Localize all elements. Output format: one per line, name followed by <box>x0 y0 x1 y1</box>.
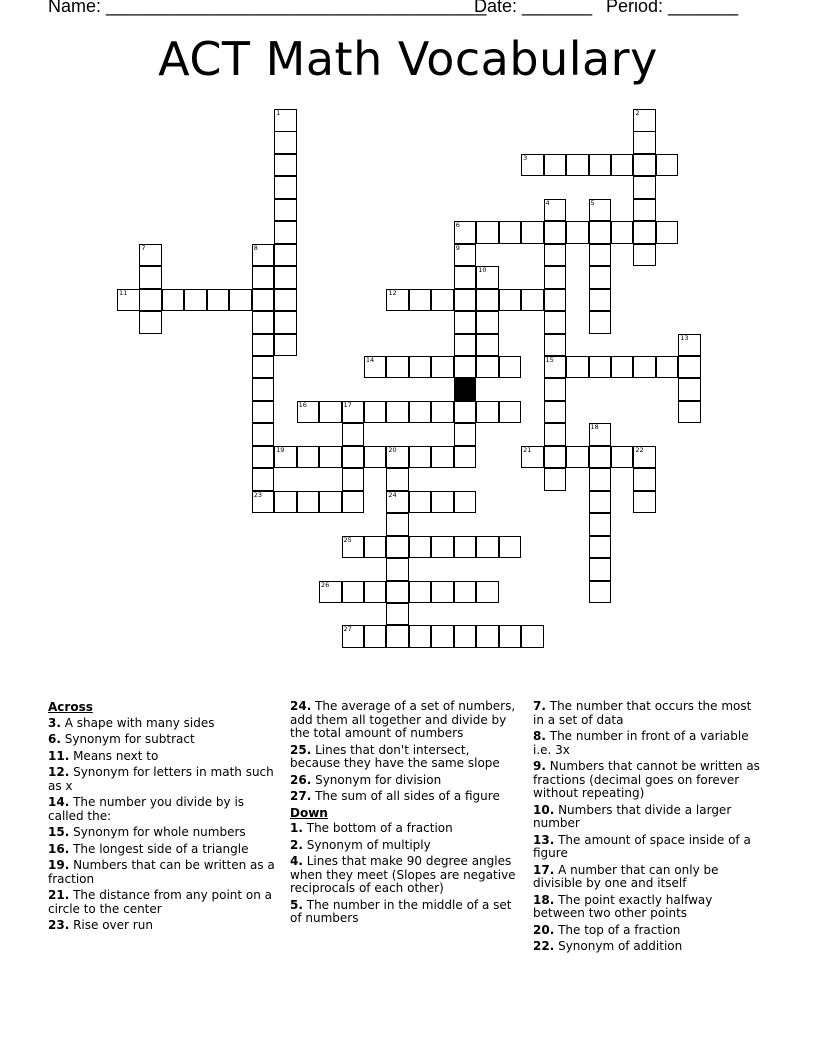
grid-cell[interactable] <box>454 446 477 469</box>
grid-cell[interactable] <box>274 199 297 222</box>
grid-cell[interactable] <box>139 244 162 267</box>
grid-cell[interactable] <box>342 491 365 514</box>
clue-number-label: 8 <box>253 243 258 252</box>
grid-cell[interactable] <box>589 513 612 536</box>
clue-text: The top of a fraction <box>554 922 681 937</box>
grid-cell[interactable] <box>139 289 162 312</box>
clue-number: 10. <box>533 802 555 817</box>
clue-number: 9. <box>533 759 546 773</box>
grid-cell[interactable] <box>566 221 589 244</box>
down-clue <box>290 822 522 836</box>
clue-number-label: 21 <box>523 445 532 454</box>
grid-cell[interactable] <box>274 334 297 357</box>
grid-cell[interactable] <box>274 154 297 177</box>
grid-cell[interactable] <box>633 109 656 132</box>
grid-cell[interactable] <box>589 536 612 559</box>
grid-cell[interactable] <box>431 491 454 514</box>
clue-number: 25. <box>290 742 312 757</box>
grid-cell[interactable] <box>544 266 567 289</box>
clue-text: Numbers that divide a larger number <box>533 802 732 830</box>
name-field[interactable]: Name: ______________________________________ <box>48 0 487 16</box>
grid-cell[interactable] <box>409 289 432 312</box>
clue-number: 12. <box>48 765 70 779</box>
grid-cell[interactable] <box>454 334 477 357</box>
grid-cell[interactable] <box>633 154 656 177</box>
grid-cell[interactable] <box>589 244 612 267</box>
grid-cell[interactable] <box>611 356 634 379</box>
grid-cell[interactable] <box>252 244 275 267</box>
grid-cell[interactable] <box>566 446 589 469</box>
grid-cell[interactable] <box>611 446 634 469</box>
grid-cell[interactable] <box>139 311 162 334</box>
grid-cell[interactable] <box>589 491 612 514</box>
grid-cell[interactable] <box>252 378 275 401</box>
grid-cell[interactable] <box>252 491 275 514</box>
grid-cell[interactable] <box>252 289 275 312</box>
grid-cell[interactable] <box>544 401 567 424</box>
grid-cell[interactable] <box>409 491 432 514</box>
grid-cell[interactable] <box>342 581 365 604</box>
grid-cell[interactable] <box>544 334 567 357</box>
grid-cell[interactable] <box>386 536 409 559</box>
clue-number-label: 12 <box>388 288 397 297</box>
clue-number: 6. <box>48 732 61 746</box>
grid-cell[interactable] <box>589 558 612 581</box>
clue-number: 26. <box>290 772 312 787</box>
clue-number-label: 18 <box>590 423 599 432</box>
clue-text: The longest side of a triangle <box>69 841 249 856</box>
grid-cell[interactable] <box>678 378 701 401</box>
grid-cell[interactable] <box>342 446 365 469</box>
period-field[interactable]: Period: _______ <box>606 0 739 16</box>
down-clue <box>533 894 765 921</box>
grid-cell[interactable] <box>409 401 432 424</box>
grid-cell[interactable] <box>633 491 656 514</box>
down-clue <box>533 924 765 938</box>
grid-cell[interactable] <box>274 131 297 154</box>
clue-text: The amount of space inside of a figure <box>533 832 751 860</box>
grid-cell[interactable] <box>252 266 275 289</box>
clue-number: 19. <box>48 858 70 872</box>
grid-cell[interactable] <box>364 356 387 379</box>
clue-text: Synonym for division <box>311 772 442 787</box>
grid-cell[interactable] <box>589 221 612 244</box>
down-clue <box>290 855 522 896</box>
clue-number-label: 4 <box>545 198 550 207</box>
down-clue <box>533 804 765 831</box>
grid-cell[interactable] <box>476 221 499 244</box>
grid-cell[interactable] <box>454 581 477 604</box>
clue-number-label: 22 <box>635 445 644 454</box>
clue-text: Synonym for letters in math such as x <box>48 765 274 793</box>
down-clue <box>533 700 765 727</box>
clue-column-3 <box>533 700 765 957</box>
clue-number-label: 24 <box>388 490 397 499</box>
grid-cell[interactable] <box>431 581 454 604</box>
clue-number-label: 5 <box>590 198 595 207</box>
grid-cell[interactable] <box>431 536 454 559</box>
grid-cell[interactable] <box>476 536 499 559</box>
grid-cell[interactable] <box>544 423 567 446</box>
across-clue <box>48 826 280 840</box>
grid-cell[interactable] <box>431 401 454 424</box>
clue-text: The point exactly halfway between two other points <box>533 892 713 920</box>
grid-cell[interactable] <box>454 311 477 334</box>
clue-number-label: 26 <box>321 580 330 589</box>
grid-cell[interactable] <box>544 154 567 177</box>
grid-cell[interactable] <box>454 221 477 244</box>
down-heading: Down <box>290 805 328 820</box>
down-clue <box>533 730 765 757</box>
clue-text: The average of a set of numbers, add them all together and divide by the total amount of numbers <box>290 699 516 740</box>
clue-text: The number in the middle of a set of numbers <box>290 897 512 925</box>
grid-cell[interactable] <box>499 536 522 559</box>
grid-cell[interactable] <box>633 176 656 199</box>
across-clue <box>48 796 280 823</box>
grid-cell[interactable] <box>342 401 365 424</box>
grid-cell[interactable] <box>454 289 477 312</box>
grid-cell[interactable] <box>589 423 612 446</box>
grid-cell[interactable] <box>454 423 477 446</box>
grid-cell[interactable] <box>499 625 522 648</box>
grid-cell[interactable] <box>252 401 275 424</box>
grid-cell[interactable] <box>342 536 365 559</box>
grid-cell[interactable] <box>252 423 275 446</box>
grid-cell[interactable] <box>386 603 409 626</box>
grid-cell[interactable] <box>544 446 567 469</box>
clue-number: 23. <box>48 918 70 932</box>
grid-cell[interactable] <box>544 199 567 222</box>
grid-cell[interactable] <box>544 244 567 267</box>
grid-cell[interactable] <box>274 266 297 289</box>
clue-number: 21. <box>48 888 70 902</box>
grid-cell[interactable] <box>589 266 612 289</box>
clue-number-label: 1 <box>276 109 281 117</box>
grid-cell[interactable] <box>476 356 499 379</box>
clue-number: 27. <box>290 789 312 803</box>
clue-number: 17. <box>533 862 555 877</box>
grid-cell[interactable] <box>476 289 499 312</box>
clue-column-1 <box>48 700 280 936</box>
grid-cell[interactable] <box>611 154 634 177</box>
across-clue <box>48 843 280 857</box>
down-clue <box>533 834 765 861</box>
clue-text: Rise over run <box>69 918 153 932</box>
grid-cell[interactable] <box>476 311 499 334</box>
clue-number: 13. <box>533 832 555 847</box>
grid-cell[interactable] <box>476 401 499 424</box>
clue-text: A number that can only be divisible by one and itself <box>533 862 719 890</box>
clue-number-label: 13 <box>680 333 689 342</box>
grid-cell[interactable] <box>499 289 522 312</box>
grid-cell[interactable] <box>633 446 656 469</box>
grid-cell[interactable] <box>274 221 297 244</box>
grid-block-cell <box>454 378 477 401</box>
clue-number: 18. <box>533 892 555 907</box>
grid-cell[interactable] <box>297 446 320 469</box>
across-clue <box>290 790 522 804</box>
clue-number-label: 25 <box>343 535 352 544</box>
clue-text: Synonym for subtract <box>60 732 195 746</box>
page-title: ACT Math Vocabulary <box>158 32 658 86</box>
grid-cell[interactable] <box>589 581 612 604</box>
grid-cell[interactable] <box>544 221 567 244</box>
grid-cell[interactable] <box>229 289 252 312</box>
down-clue <box>533 760 765 801</box>
grid-cell[interactable] <box>274 289 297 312</box>
down-clue <box>533 864 765 891</box>
grid-cell[interactable] <box>386 401 409 424</box>
grid-cell[interactable] <box>409 446 432 469</box>
grid-cell[interactable] <box>364 581 387 604</box>
down-clue <box>533 940 765 954</box>
across-clue <box>48 859 280 886</box>
clue-number: 15. <box>48 825 70 839</box>
clue-number-label: 9 <box>455 243 460 252</box>
clue-number: 5. <box>290 897 303 912</box>
grid-cell[interactable] <box>274 311 297 334</box>
grid-cell[interactable] <box>386 491 409 514</box>
clue-text: Synonym for whole numbers <box>69 825 246 839</box>
grid-cell[interactable] <box>342 625 365 648</box>
grid-cell[interactable] <box>364 446 387 469</box>
date-field[interactable]: Date: _______ <box>474 0 593 16</box>
clue-number-label: 20 <box>388 445 397 454</box>
grid-cell[interactable] <box>656 154 679 177</box>
grid-cell[interactable] <box>297 491 320 514</box>
grid-cell[interactable] <box>521 221 544 244</box>
grid-cell[interactable] <box>454 625 477 648</box>
grid-cell[interactable] <box>364 536 387 559</box>
clue-text: Numbers that cannot be written as fractions (decimal goes on forever without repeating) <box>533 759 760 800</box>
clue-number: 3. <box>48 715 61 730</box>
across-clue <box>48 889 280 916</box>
grid-cell[interactable] <box>633 199 656 222</box>
grid-cell[interactable] <box>476 581 499 604</box>
clue-number: 8. <box>533 729 546 743</box>
grid-cell[interactable] <box>252 468 275 491</box>
clue-text: Synonym of multiply <box>302 837 431 852</box>
grid-cell[interactable] <box>431 625 454 648</box>
grid-cell[interactable] <box>274 109 297 132</box>
grid-cell[interactable] <box>678 334 701 357</box>
clue-text: The distance from any point on a circle to the center <box>48 888 273 916</box>
grid-cell[interactable] <box>117 289 140 312</box>
grid-cell[interactable] <box>454 266 477 289</box>
grid-cell[interactable] <box>454 536 477 559</box>
grid-cell[interactable] <box>431 446 454 469</box>
across-clue <box>290 774 522 788</box>
grid-cell[interactable] <box>386 581 409 604</box>
across-clue <box>290 700 522 741</box>
grid-cell[interactable] <box>589 468 612 491</box>
grid-cell[interactable] <box>544 311 567 334</box>
clue-number: 16. <box>48 841 70 856</box>
grid-cell[interactable] <box>499 221 522 244</box>
grid-cell[interactable] <box>454 244 477 267</box>
clue-number: 20. <box>533 922 555 937</box>
clue-number-label: 27 <box>343 625 352 634</box>
grid-cell[interactable] <box>252 446 275 469</box>
grid-cell[interactable] <box>274 446 297 469</box>
grid-cell[interactable] <box>476 625 499 648</box>
clue-number-label: 14 <box>365 355 375 364</box>
clue-number: 1. <box>290 821 303 835</box>
clue-text: The number you divide by is called the: <box>48 795 245 823</box>
grid-cell[interactable] <box>476 334 499 357</box>
grid-cell[interactable] <box>589 311 612 334</box>
grid-cell[interactable] <box>633 131 656 154</box>
across-clue <box>48 919 280 933</box>
grid-cell[interactable] <box>678 401 701 424</box>
grid-cell[interactable] <box>207 289 230 312</box>
grid-cell[interactable] <box>319 581 342 604</box>
grid-cell[interactable] <box>544 378 567 401</box>
grid-cell[interactable] <box>633 244 656 267</box>
grid-cell[interactable] <box>274 491 297 514</box>
grid-cell[interactable] <box>656 356 679 379</box>
clue-number-label: 10 <box>478 266 487 275</box>
grid-cell[interactable] <box>184 289 207 312</box>
clue-number-label: 23 <box>253 490 262 499</box>
grid-cell[interactable] <box>319 401 342 424</box>
grid-cell[interactable] <box>342 423 365 446</box>
grid-cell[interactable] <box>589 356 612 379</box>
grid-cell[interactable] <box>521 625 544 648</box>
grid-cell[interactable] <box>678 356 701 379</box>
grid-cell[interactable] <box>319 446 342 469</box>
clue-number-label: 19 <box>276 445 285 454</box>
grid-cell[interactable] <box>386 513 409 536</box>
clue-number: 7. <box>533 699 546 713</box>
grid-cell[interactable] <box>386 468 409 491</box>
grid-cell[interactable] <box>139 266 162 289</box>
grid-cell[interactable] <box>589 289 612 312</box>
grid-cell[interactable] <box>499 401 522 424</box>
across-clue <box>48 750 280 764</box>
grid-cell[interactable] <box>409 536 432 559</box>
clue-text: Lines that make 90 degree angles when they meet (Slopes are negative reciprocals of each other) <box>290 854 516 895</box>
grid-cell[interactable] <box>476 266 499 289</box>
grid-cell[interactable] <box>409 581 432 604</box>
grid-cell[interactable] <box>162 289 185 312</box>
clue-number: 4. <box>290 854 303 868</box>
grid-cell[interactable] <box>386 625 409 648</box>
grid-cell[interactable] <box>364 625 387 648</box>
clue-column-2 <box>290 700 522 929</box>
grid-cell[interactable] <box>386 446 409 469</box>
clue-text: The bottom of a fraction <box>302 821 453 835</box>
grid-cell[interactable] <box>656 221 679 244</box>
grid-cell[interactable] <box>521 446 544 469</box>
clue-text: Synonym of addition <box>554 939 683 953</box>
grid-cell[interactable] <box>409 356 432 379</box>
clue-number-label: 3 <box>523 153 528 162</box>
grid-cell[interactable] <box>633 356 656 379</box>
grid-cell[interactable] <box>633 468 656 491</box>
clue-number-label: 7 <box>141 243 146 252</box>
grid-cell[interactable] <box>364 401 387 424</box>
grid-cell[interactable] <box>386 558 409 581</box>
clue-number: 2. <box>290 837 303 852</box>
grid-cell[interactable] <box>386 356 409 379</box>
grid-cell[interactable] <box>589 154 612 177</box>
grid-cell[interactable] <box>252 356 275 379</box>
down-clue <box>290 839 522 853</box>
grid-cell[interactable] <box>454 401 477 424</box>
grid-cell[interactable] <box>589 446 612 469</box>
clue-number-label: 2 <box>635 109 640 117</box>
grid-cell[interactable] <box>431 289 454 312</box>
across-clue <box>48 733 280 747</box>
grid-cell[interactable] <box>499 356 522 379</box>
grid-cell[interactable] <box>521 289 544 312</box>
grid-cell[interactable] <box>633 221 656 244</box>
down-clue <box>290 899 522 926</box>
grid-cell[interactable] <box>252 334 275 357</box>
grid-cell[interactable] <box>252 311 275 334</box>
grid-cell[interactable] <box>589 199 612 222</box>
grid-cell[interactable] <box>611 221 634 244</box>
clue-number: 22. <box>533 939 555 953</box>
clue-number: 24. <box>290 699 312 713</box>
clue-text: Lines that don't intersect, because they have the same slope <box>290 742 500 770</box>
clue-text: A shape with many sides <box>60 715 215 730</box>
grid-cell[interactable] <box>409 625 432 648</box>
grid-cell[interactable] <box>274 244 297 267</box>
grid-cell[interactable] <box>431 356 454 379</box>
clue-number: 11. <box>48 748 70 763</box>
grid-cell[interactable] <box>544 356 567 379</box>
grid-cell[interactable] <box>566 154 589 177</box>
grid-cell[interactable] <box>454 356 477 379</box>
clue-text: The sum of all sides of a figure <box>311 789 500 803</box>
clue-text: The number that occurs the most in a set of data <box>533 699 752 727</box>
across-heading: Across <box>48 700 93 714</box>
grid-cell[interactable] <box>297 401 320 424</box>
grid-cell[interactable] <box>566 356 589 379</box>
grid-cell[interactable] <box>544 289 567 312</box>
grid-cell[interactable] <box>544 468 567 491</box>
grid-cell[interactable] <box>342 468 365 491</box>
grid-cell[interactable] <box>521 154 544 177</box>
clue-text: Means next to <box>69 748 159 763</box>
across-clue <box>48 766 280 793</box>
grid-cell[interactable] <box>319 491 342 514</box>
grid-cell[interactable] <box>454 491 477 514</box>
clue-text: The number in front of a variable i.e. 3x <box>533 729 749 757</box>
clue-number-label: 11 <box>119 288 128 297</box>
across-clue <box>48 717 280 731</box>
clue-number-label: 15 <box>545 355 554 364</box>
clue-number-label: 16 <box>298 400 307 409</box>
grid-cell[interactable] <box>274 176 297 199</box>
clue-text: Numbers that can be written as a fraction <box>48 858 275 886</box>
grid-cell[interactable] <box>386 289 409 312</box>
across-clue <box>290 744 522 771</box>
clue-number: 14. <box>48 795 70 809</box>
clue-number-label: 17 <box>343 400 352 409</box>
clue-number-label: 6 <box>455 221 460 230</box>
